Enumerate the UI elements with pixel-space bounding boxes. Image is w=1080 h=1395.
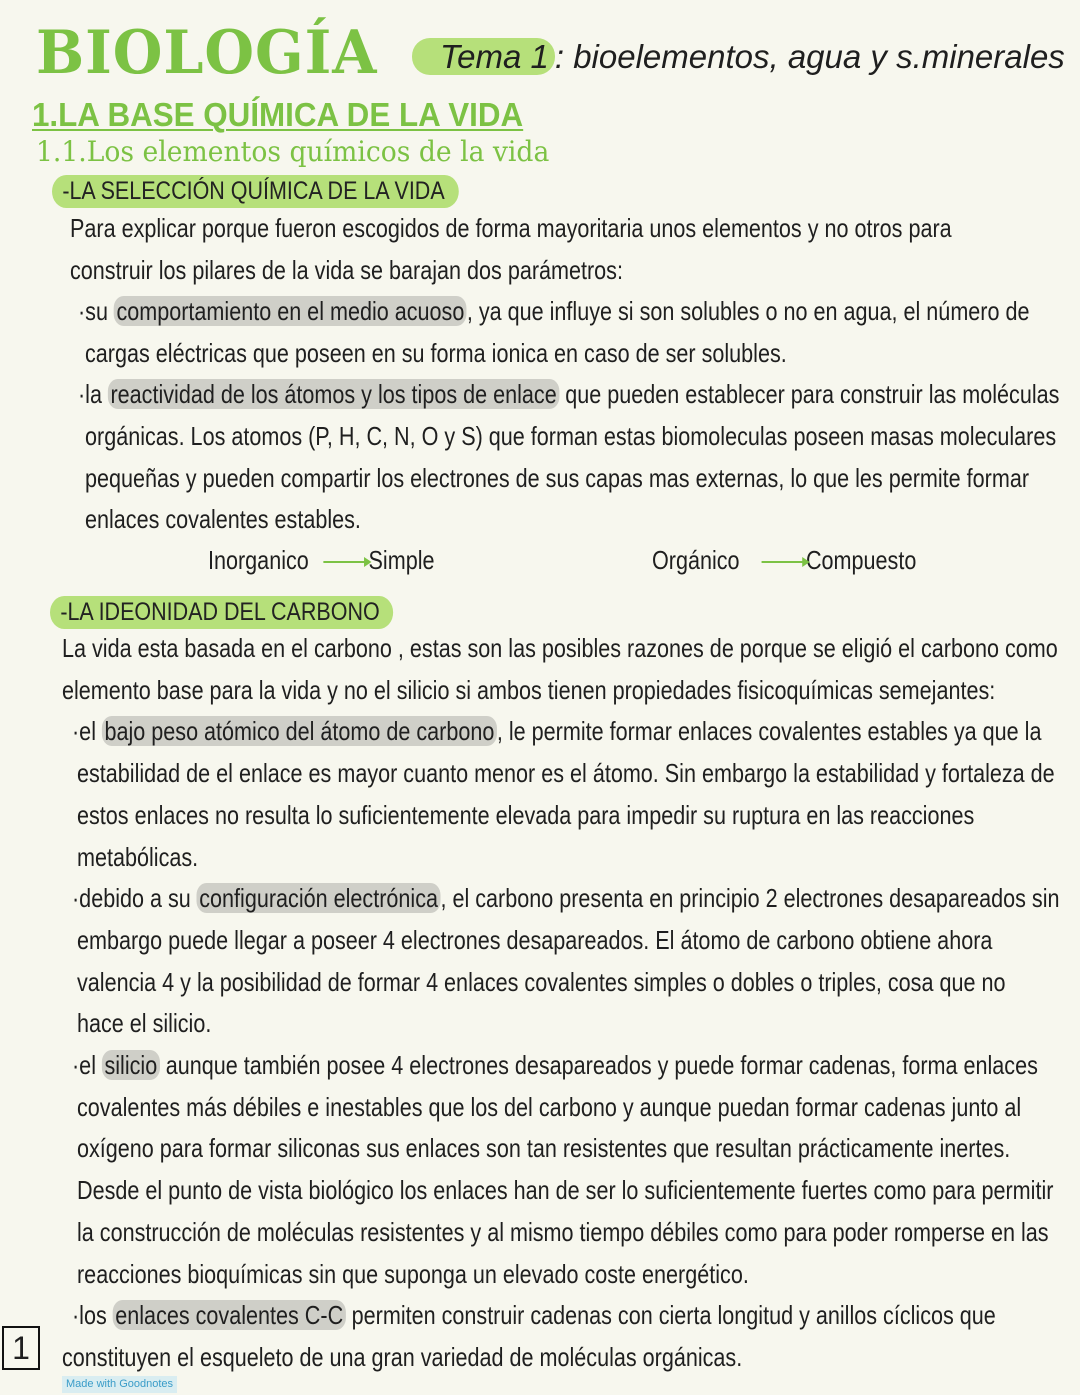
topic-label: Tema 1 bbox=[412, 38, 555, 75]
arrow-icon bbox=[324, 561, 366, 563]
highlighted-term: configuración electrónica bbox=[197, 883, 441, 913]
topic-title bbox=[412, 38, 1065, 76]
text-segment: elemento base para la vida y no el silicio si ambos tienen propiedades fisicoquímicas semejantes: bbox=[62, 674, 996, 705]
topic-name: : bioelementos, agua y s.minerales bbox=[554, 38, 1065, 75]
arrow-from: Inorganico bbox=[208, 545, 309, 575]
arrow-row bbox=[208, 543, 435, 577]
subsection-heading: 1.1.Los elementos químicos de la vida bbox=[36, 135, 550, 168]
text-segment: ·el bbox=[72, 1050, 102, 1080]
text-line bbox=[77, 1257, 749, 1291]
text-line bbox=[78, 294, 1029, 328]
subject-title: BIOLOGÍA bbox=[36, 18, 378, 88]
text-segment: estos enlaces no resulta lo suficientemente elevada para impedir su ruptura en las reacciones bbox=[77, 799, 975, 830]
arrow-from: Orgánico bbox=[652, 545, 740, 575]
text-line bbox=[77, 1090, 1021, 1124]
text-line bbox=[77, 923, 992, 957]
text-segment: que pueden establecer para construir las moléculas bbox=[559, 379, 1060, 410]
text-segment: , ya que influye si son solubles o no en agua, el número de bbox=[466, 296, 1030, 327]
highlighted-term: silicio bbox=[102, 1050, 160, 1080]
text-line bbox=[77, 756, 1055, 790]
text-segment: ·los bbox=[72, 1300, 113, 1331]
text-segment: Para explicar porque fueron escogidos de forma mayoritaria unos elementos y no otros para bbox=[70, 213, 952, 243]
text-segment: pequeñas y pueden compartir los electrones de sus capas mas externas, lo que les permite formar bbox=[85, 462, 1030, 493]
page-number: 1 bbox=[2, 1326, 40, 1370]
text-line bbox=[77, 965, 1005, 999]
arrow-icon bbox=[761, 561, 803, 563]
highlighted-term: reactividad de los átomos y los tipos de enlace bbox=[108, 379, 559, 409]
text-line bbox=[72, 1298, 996, 1332]
arrow-row bbox=[652, 543, 916, 577]
text-segment: oxígeno para formar siliconas sus enlaces son tan resistentes que resultan prácticamente inertes. bbox=[77, 1133, 1011, 1164]
arrow-to: Simple bbox=[368, 545, 435, 575]
text-line bbox=[62, 673, 995, 707]
text-line bbox=[77, 1131, 1010, 1165]
highlighted-term: comportamiento en el medio acuoso bbox=[114, 296, 467, 326]
text-segment: hace el silicio. bbox=[77, 1008, 212, 1039]
text-line bbox=[77, 798, 974, 832]
text-segment: permiten construir cadenas con cierta longitud y anillos cíclicos que bbox=[345, 1300, 996, 1331]
text-segment: constituyen el esqueleto de una gran variedad de moléculas orgánicas. bbox=[62, 1341, 743, 1372]
text-segment: ·debido a su bbox=[72, 883, 197, 914]
text-segment: , el carbono presenta en principio 2 electrones desapareados sin bbox=[440, 883, 1060, 914]
text-line bbox=[77, 1006, 211, 1040]
text-segment: enlaces covalentes estables. bbox=[85, 504, 361, 535]
text-segment: reacciones bioquímicas sin que suponga un elevado coste energético. bbox=[77, 1258, 749, 1289]
text-segment: valencia 4 y la posibilidad de formar 4 enlaces covalentes simples o dobles o triples, cosa que no bbox=[77, 966, 1006, 997]
text-segment: aunque también posee 4 electrones desapareados y puede formar cadenas, forma enlaces bbox=[159, 1050, 1038, 1080]
text-segment: construir los pilares de la vida se barajan dos parámetros: bbox=[70, 254, 623, 285]
text-line bbox=[77, 840, 198, 874]
text-segment: ·su bbox=[78, 296, 114, 327]
text-line bbox=[62, 1340, 742, 1374]
text-segment: , le permite formar enlaces covalentes estables ya que la bbox=[496, 716, 1042, 747]
text-segment: orgánicas. Los atomos (P, H, C, N, O y S) que forman estas biomoleculas poseen masas moleculares bbox=[85, 421, 1057, 451]
text-line bbox=[62, 631, 1058, 665]
text-line bbox=[85, 461, 1029, 495]
text-line bbox=[77, 1215, 1049, 1249]
part1-heading: -LA SELECCIÓN QUÍMICA DE LA VIDA bbox=[52, 175, 458, 208]
text-line bbox=[72, 881, 1060, 915]
text-segment: metabólicas. bbox=[77, 841, 199, 872]
text-line bbox=[77, 1173, 1053, 1207]
section-heading: 1.LA BASE QUÍMICA DE LA VIDA bbox=[32, 96, 524, 133]
text-line bbox=[70, 211, 952, 245]
text-segment: covalentes más débiles e inestables que los del carbono y aunque puedan formar cadenas junto al bbox=[77, 1091, 1022, 1122]
arrow-to: Compuesto bbox=[805, 545, 917, 575]
text-line bbox=[85, 336, 787, 370]
text-line bbox=[85, 502, 361, 536]
text-line bbox=[85, 419, 1056, 453]
text-segment: estabilidad de el enlace es mayor cuanto menor es el átomo. Sin embargo la estabilidad y fortaleza de bbox=[77, 758, 1055, 789]
part2-heading: -LA IDEONIDAD DEL CARBONO bbox=[50, 596, 393, 629]
watermark: Made with Goodnotes bbox=[62, 1376, 177, 1393]
highlighted-term: enlaces covalentes C-C bbox=[113, 1300, 346, 1330]
text-segment: ·la bbox=[78, 379, 108, 410]
text-segment: embargo puede llegar a poseer 4 electrones desapareados. El átomo de carbono obtiene ahora bbox=[77, 924, 993, 955]
text-segment: Desde el punto de vista biológico los enlaces han de ser lo suficientemente fuertes como para permitir bbox=[77, 1175, 1054, 1206]
text-line bbox=[72, 714, 1041, 748]
text-segment: ·el bbox=[72, 716, 102, 747]
text-segment: la construcción de moléculas resistentes y al mismo tiempo débiles como para poder romperse en las bbox=[77, 1216, 1049, 1247]
text-segment: La vida esta basada en el carbono , estas son las posibles razones de porque se eligió el carbono como bbox=[62, 633, 1058, 663]
text-line bbox=[70, 253, 623, 287]
text-segment: cargas eléctricas que poseen en su forma ionica en caso de ser solubles. bbox=[85, 337, 787, 368]
text-line bbox=[78, 377, 1059, 411]
text-line bbox=[72, 1048, 1038, 1082]
highlighted-term: bajo peso atómico del átomo de carbono bbox=[102, 716, 497, 746]
